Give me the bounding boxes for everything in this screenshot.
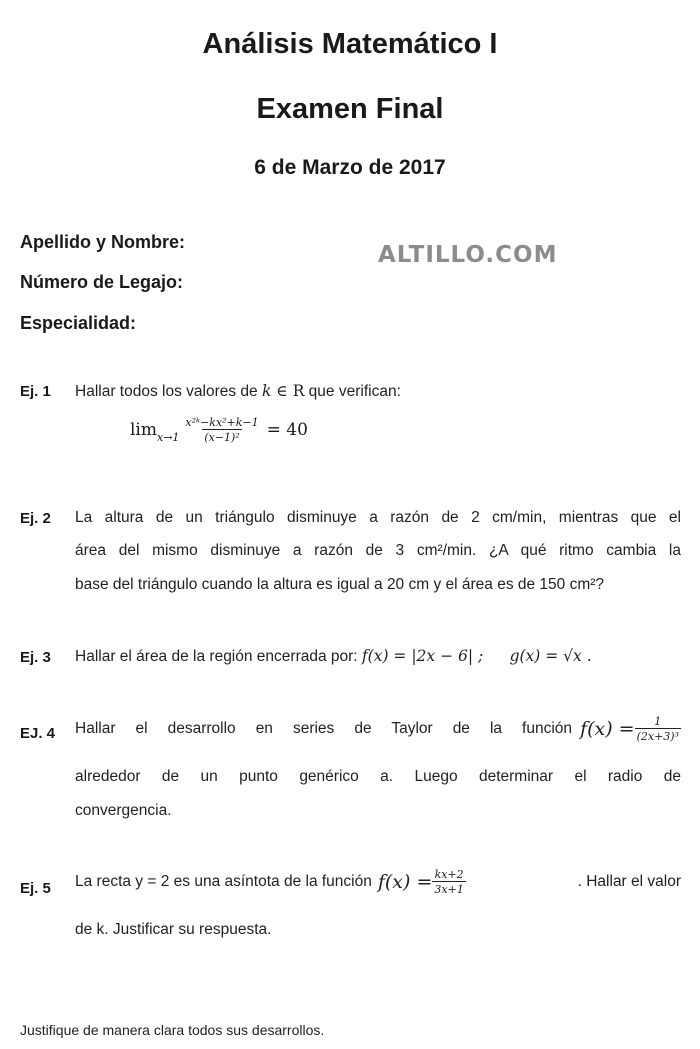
exercise-4-line-3: convergencia. [75, 802, 172, 819]
limit-operator: lim [130, 420, 157, 440]
exercise-2-line-2: área del mismo disminuye a razón de 3 cm²/min. ¿A qué ritmo cambia la [75, 542, 681, 559]
watermark: ALTILLO.COM [378, 242, 558, 268]
name-field-label: Apellido y Nombre: [20, 232, 186, 252]
fraction-denominator: (x−1)² [204, 431, 240, 444]
fraction-numerator: x²ᵏ−kx²+k−1 [185, 416, 259, 429]
exercise-4-f: f(x) = [580, 718, 635, 740]
exercise-4-fraction [635, 715, 681, 743]
exercise-4-line-1 [75, 715, 681, 743]
exercise-1-text: Hallar todos los valores de [75, 383, 262, 400]
exam-subtitle: Examen Final [256, 93, 444, 125]
exercise-3-label: Ej. 3 [20, 649, 51, 666]
exercise-3-statement [75, 647, 681, 666]
legajo-field-label: Número de Legajo: [20, 272, 184, 292]
exercise-1-fraction [183, 416, 260, 444]
exercise-5-line-1 [75, 868, 681, 896]
exercise-1-text-end: que verifican: [304, 383, 401, 400]
exercise-2-line-1: La altura de un triángulo disminuye a razón de 2 cm/min, mientras que el [75, 509, 681, 526]
limit-subscript: x→1 [157, 430, 180, 444]
exercise-5-f: f(x) = [377, 871, 433, 893]
exercise-1-formula [130, 416, 308, 444]
exercise-1-statement [75, 382, 681, 401]
fraction-numerator: kx+2 [434, 868, 464, 881]
exercise-4-text: Hallar el desarrollo en series de Taylor de la función [75, 720, 573, 737]
fraction-numerator: 1 [654, 715, 662, 728]
exercise-3-text: Hallar el área de la región encerrada por: [75, 648, 362, 665]
fraction-denominator: 3x+1 [434, 883, 464, 896]
exercise-5-text-end: . Hallar el valor [577, 873, 681, 890]
exercise-5-fraction [432, 868, 465, 896]
exercise-5-text: La recta y = 2 es una asíntota de la función [75, 873, 372, 890]
fraction-denominator: (2x+3)³ [636, 730, 679, 743]
exercise-2-label: Ej. 2 [20, 510, 51, 527]
exercise-1-equals: = 40 [266, 420, 308, 440]
exam-title: Análisis Matemático I [202, 28, 498, 60]
exercise-4-label: EJ. 4 [20, 725, 56, 742]
exercise-5-label: Ej. 5 [20, 880, 51, 897]
exercise-1-label: Ej. 1 [20, 383, 51, 400]
exercise-2-line-3: base del triángulo cuando la altura es igual a 20 cm y el área es de 150 cm²? [75, 576, 605, 593]
exercise-5-line-2: de k. Justificar su respuesta. [75, 921, 272, 938]
exercise-1-set: ∈ R [271, 382, 305, 400]
exercise-3-g: g(x) = √x . [509, 647, 592, 665]
footer-note: Justifique de manera clara todos sus desarrollos. [20, 1022, 325, 1038]
exam-date: 6 de Marzo de 2017 [254, 156, 446, 179]
exercise-4-line-2: alrededor de un punto genérico a. Luego determinar el radio de [75, 768, 681, 785]
exercise-3-f: f(x) = |2x − 6| ; [361, 647, 484, 665]
exercise-1-var: k [261, 382, 272, 400]
especialidad-field-label: Especialidad: [20, 313, 137, 333]
